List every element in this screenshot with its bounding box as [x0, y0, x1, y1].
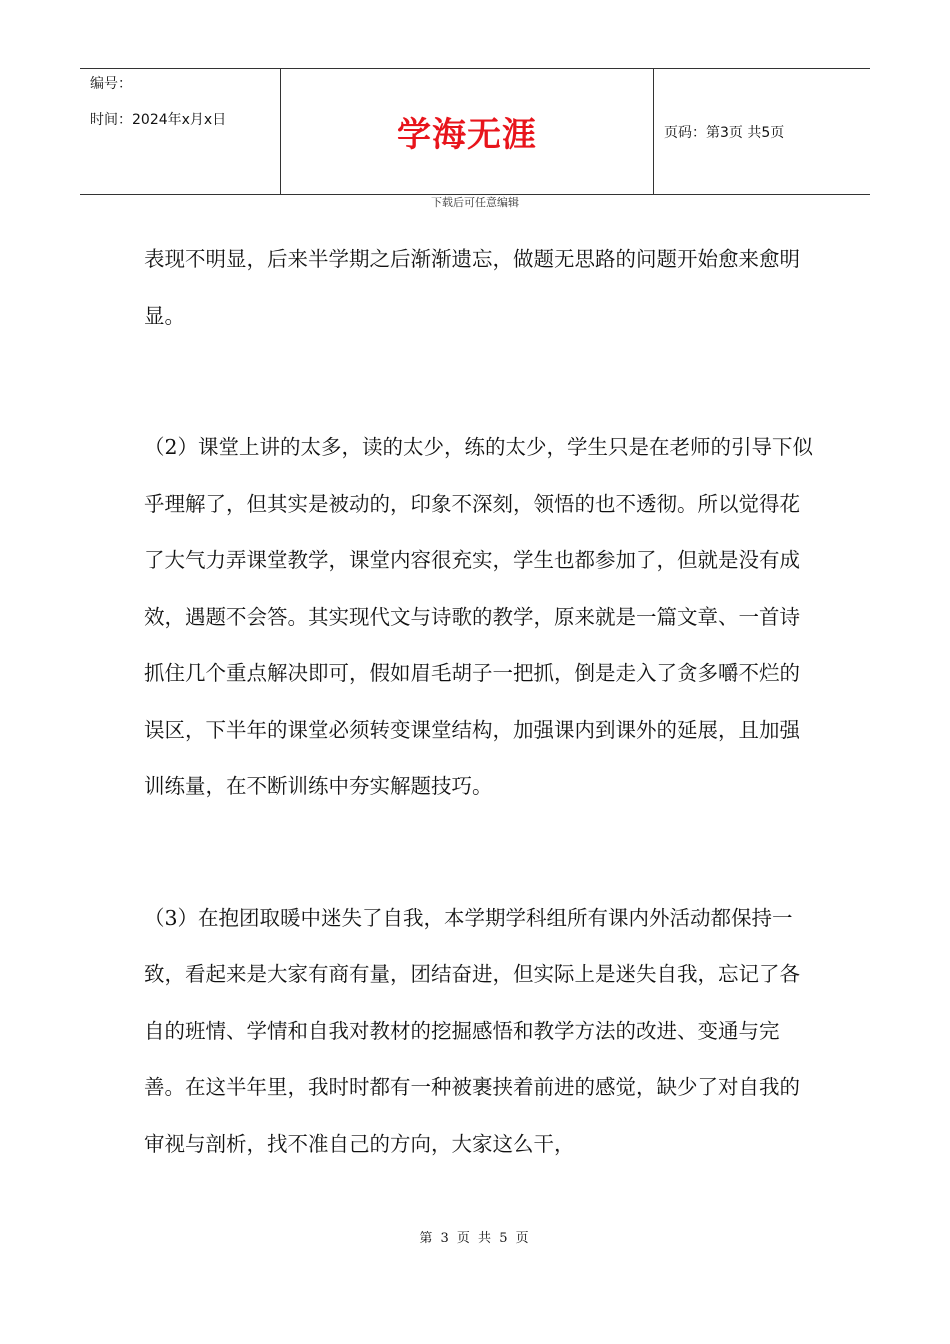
- number-label: 编号：: [90, 76, 132, 92]
- brand-title: 学海无涯: [397, 115, 537, 155]
- page-footer: 第 3 页 共 5 页: [419, 1231, 531, 1246]
- document-body: [144, 231, 820, 1172]
- edit-note: 下载后可任意编辑: [431, 196, 519, 209]
- page-info: 页码：第3页 共5页: [664, 124, 785, 141]
- paragraph-gap: [144, 815, 820, 890]
- paragraph-gap: [144, 344, 820, 419]
- header-center-cell: [281, 69, 654, 194]
- document-header: [80, 68, 870, 195]
- paragraph-1: 表现不明显，后来半学期之后渐渐遗忘，做题无思路的问题开始愈来愈明显。: [144, 247, 800, 328]
- paragraph-3: （3）在抱团取暖中迷失了自我，本学期学科组所有课内外活动都保持一致，看起来是大家有商有量，团结奋进，但实际上是迷失自我，忘记了各自的班情、学情和自我对教材的挖掘感悟和教学方法的改进、变通与完善。在这半年里，我时时都有一种被裹挟着前进的感觉，缺少了对自我的审视与剖析，找不准自己的方向，大家这么干，: [144, 905, 800, 1156]
- header-left-cell: [80, 69, 281, 194]
- header-right-cell: [654, 69, 870, 194]
- paragraph-2: （2）课堂上讲的太多，读的太少，练的太少，学生只是在老师的引导下似乎理解了，但其实是被动的，印象不深刻，领悟的也不透彻。所以觉得花了大气力弄课堂教学，课堂内容很充实，学生也都参加了，但就是没有成效，遇题不会答。其实现代文与诗歌的教学，原来就是一篇文章、一首诗抓住几个重点解决即可，假如眉毛胡子一把抓，倒是走入了贪多嚼不烂的误区，下半年的课堂必须转变课堂结构，加强课内到课外的延展，且加强训练量，在不断训练中夯实解题技巧。: [144, 435, 814, 798]
- time-label: 时间：2024年x月x日: [90, 112, 227, 128]
